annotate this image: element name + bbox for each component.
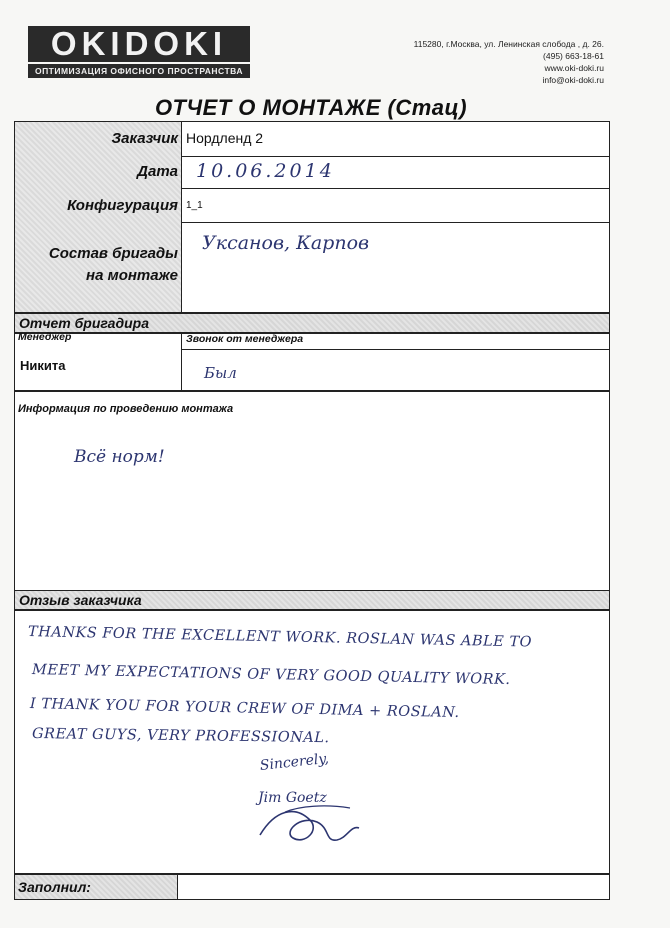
phone: (495) 663-18-61: [543, 51, 604, 61]
feedback-section-header: [14, 590, 610, 610]
feedback-closing: Sincerely,: [259, 750, 330, 774]
installation-info-label: Информация по проведению монтажа: [18, 403, 234, 415]
feedback-line-2: MEET MY EXPECTATIONS OF VERY GOOD QUALITY WORK.: [31, 662, 511, 689]
foreman-section-title: Отчет бригадира: [19, 315, 150, 331]
configuration-label: Конфигурация: [67, 197, 178, 214]
foreman-section-header: [14, 313, 610, 333]
feedback-section-title: Отзыв заказчика: [19, 592, 142, 608]
date-label: Дата: [137, 163, 178, 180]
website: www.oki-doki.ru: [544, 63, 604, 73]
crew-label-line1: Состав бригады: [48, 245, 178, 262]
contact-block: [380, 38, 604, 86]
filled-by-label: Заполнил:: [18, 879, 91, 895]
logo-wordmark: OKIDOKI: [28, 26, 250, 62]
feedback-line-3: I THANK YOU FOR YOUR CREW OF DIMA + ROSLAN.: [29, 696, 460, 721]
logo-tagline: ОПТИМИЗАЦИЯ ОФИСНОГО ПРОСТРАНСТВА: [28, 64, 250, 78]
configuration-value: 1_1: [186, 200, 203, 211]
installation-info-box: [14, 391, 610, 591]
feedback-line-4: GREAT GUYS, VERY PROFESSIONAL.: [31, 726, 330, 747]
signature-scribble: [255, 800, 365, 850]
crew-value: Уксанов, Карпов: [202, 232, 370, 254]
call-value: Был: [204, 364, 237, 382]
email: info@oki-doki.ru: [542, 75, 604, 85]
address: 115280, г.Москва, ул. Ленинская слобода , д. 26.: [413, 39, 604, 49]
page-title: ОТЧЕТ О МОНТАЖЕ (Стац): [154, 95, 468, 120]
installation-info-value: Всё норм!: [74, 447, 165, 467]
customer-value: Нордленд 2: [186, 130, 264, 146]
manager-value: Никита: [20, 358, 66, 373]
date-value: 10.06.2014: [196, 160, 335, 182]
call-label: Звонок от менеджера: [186, 333, 304, 345]
crew-label-line2: на монтаже: [86, 267, 178, 284]
company-logo: [28, 26, 250, 78]
manager-label: Менеджер: [18, 331, 72, 343]
feedback-signer-name: Jim Goetz: [258, 790, 327, 806]
feedback-line-1: THANKS FOR THE EXCELLENT WORK. ROSLAN WAS ABLE TO: [27, 624, 533, 651]
customer-label: Заказчик: [111, 130, 178, 147]
